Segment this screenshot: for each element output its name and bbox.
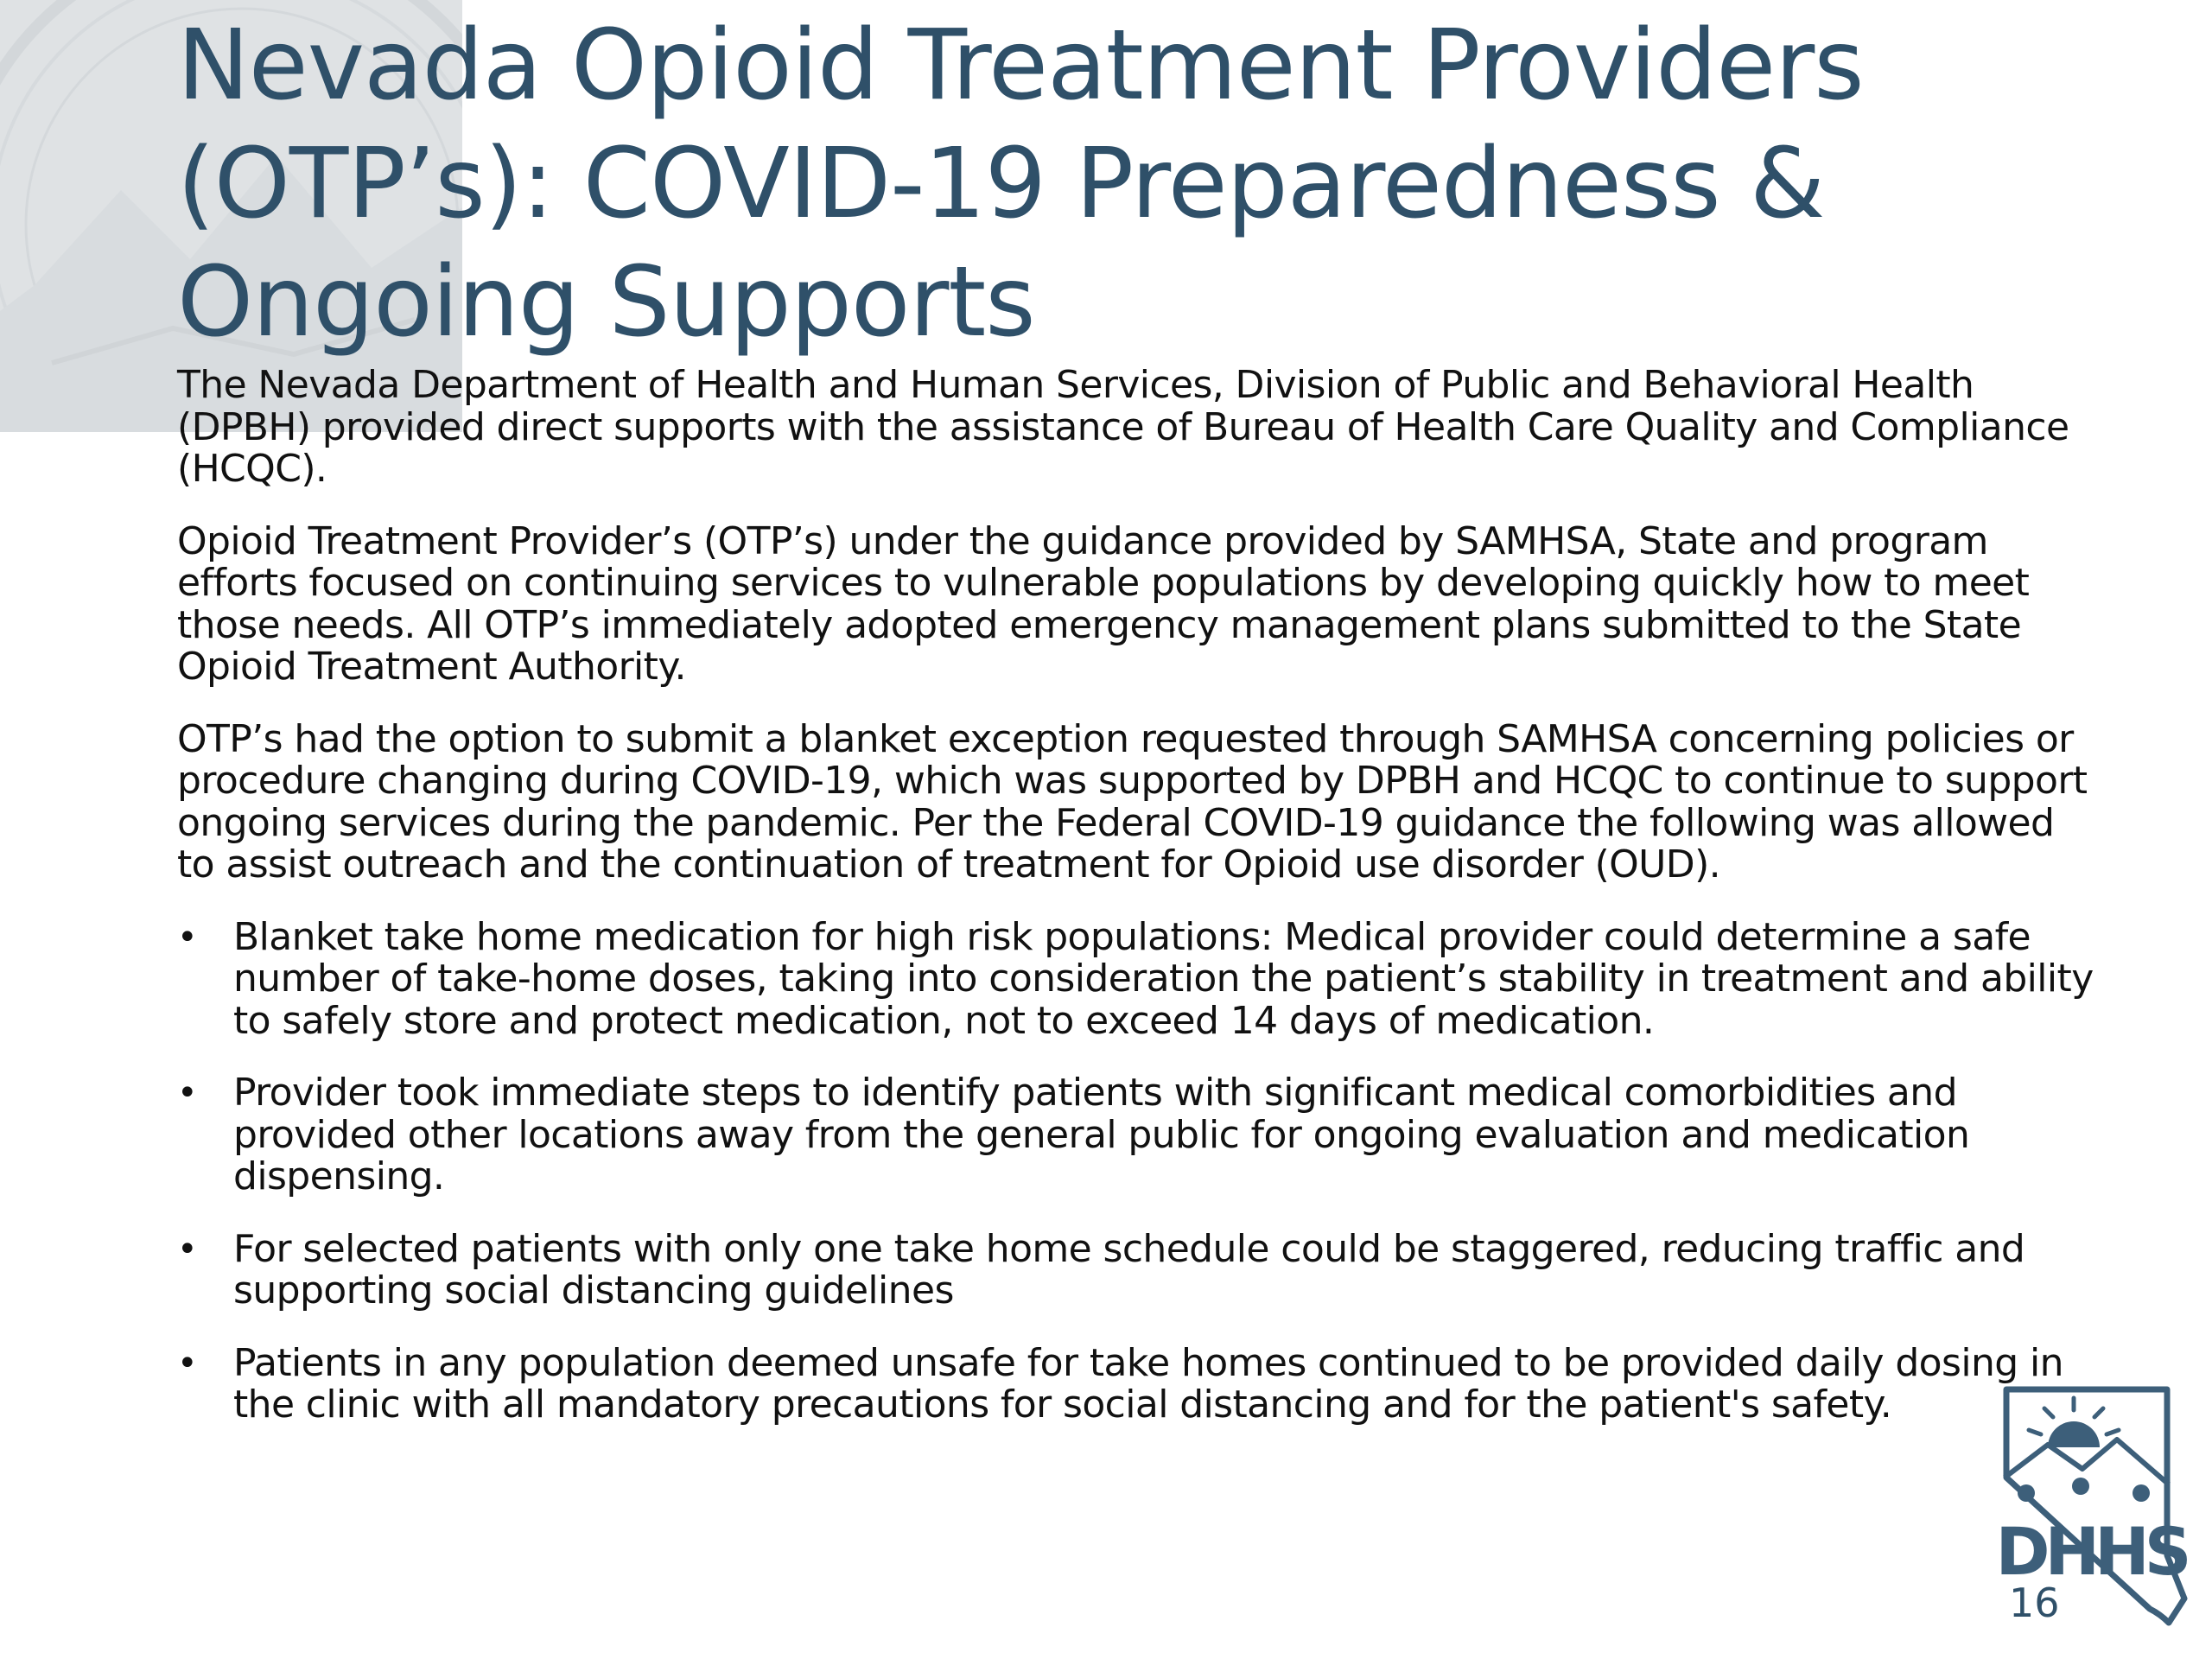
paragraph-blanket-exception: OTP’s had the option to submit a blanket exception requested through SAMHSA concerning policies or procedure changing during COVID-19, which was supported by DPBH and HCQC to continue to support ongoing services during the pandemic. Per the Federal COVID-19 guidance the following was allowed to assist outreach and the continuation of treatment for Opioid use disorder (OUD). [177, 716, 2088, 887]
page-number: 16 [2009, 1580, 2060, 1626]
slide-title: Nevada Opioid Treatment Providers (OTP’s): COVID-19 Preparedness & Ongoing Supports [177, 10, 1864, 359]
bullet-item [177, 914, 2095, 1043]
slide-body [177, 365, 2095, 1457]
bullet-text: Provider took immediate steps to identify patients with significant medical comorbidities and provided other locations away from the general public for ongoing evaluation and medication dispensing. [233, 1071, 1970, 1198]
bullet-text: Patients in any population deemed unsafe for take homes continued to be provided daily dosing in the clinic with all mandatory precautions for social distancing and for the patient's safety. [233, 1340, 2063, 1427]
bullet-text: Blanket take home medication for high risk populations: Medical provider could determine a safe number of take-home doses, taking into consideration the patient’s stability in treatment and ability to safely store and protect medication, not to exceed 14 days of medication. [233, 914, 2094, 1043]
bullet-marker: • [177, 1229, 197, 1269]
paragraph-otp-guidance: Opioid Treatment Provider’s (OTP’s) under the guidance provided by SAMHSA, State and program efforts focused on continuing services to vulnerable populations by developing quickly how to meet those needs. All OTP’s immediately adopted emergency management plans submitted to the State Opioid Treatment Authority. [177, 518, 2030, 689]
bullet-text: For selected patients with only one take home schedule could be staggered, reducing traffic and supporting social distancing guidelines [233, 1226, 2025, 1313]
bullet-marker: • [177, 1073, 197, 1113]
bullet-marker: • [177, 1343, 197, 1383]
logo-text: DHHS [1995, 1513, 2187, 1590]
bullet-item [177, 1226, 2095, 1313]
bullet-marker: • [177, 917, 197, 957]
bullet-item [177, 1072, 2095, 1198]
paragraph-dpbh-supports: The Nevada Department of Health and Human Services, Division of Public and Behavioral Health (DPBH) provided direct supports with the assistance of Bureau of Health Care Quality and Compliance (HCQC). [177, 363, 2069, 491]
bullet-item [177, 1340, 2095, 1427]
bullet-list [177, 914, 2095, 1427]
